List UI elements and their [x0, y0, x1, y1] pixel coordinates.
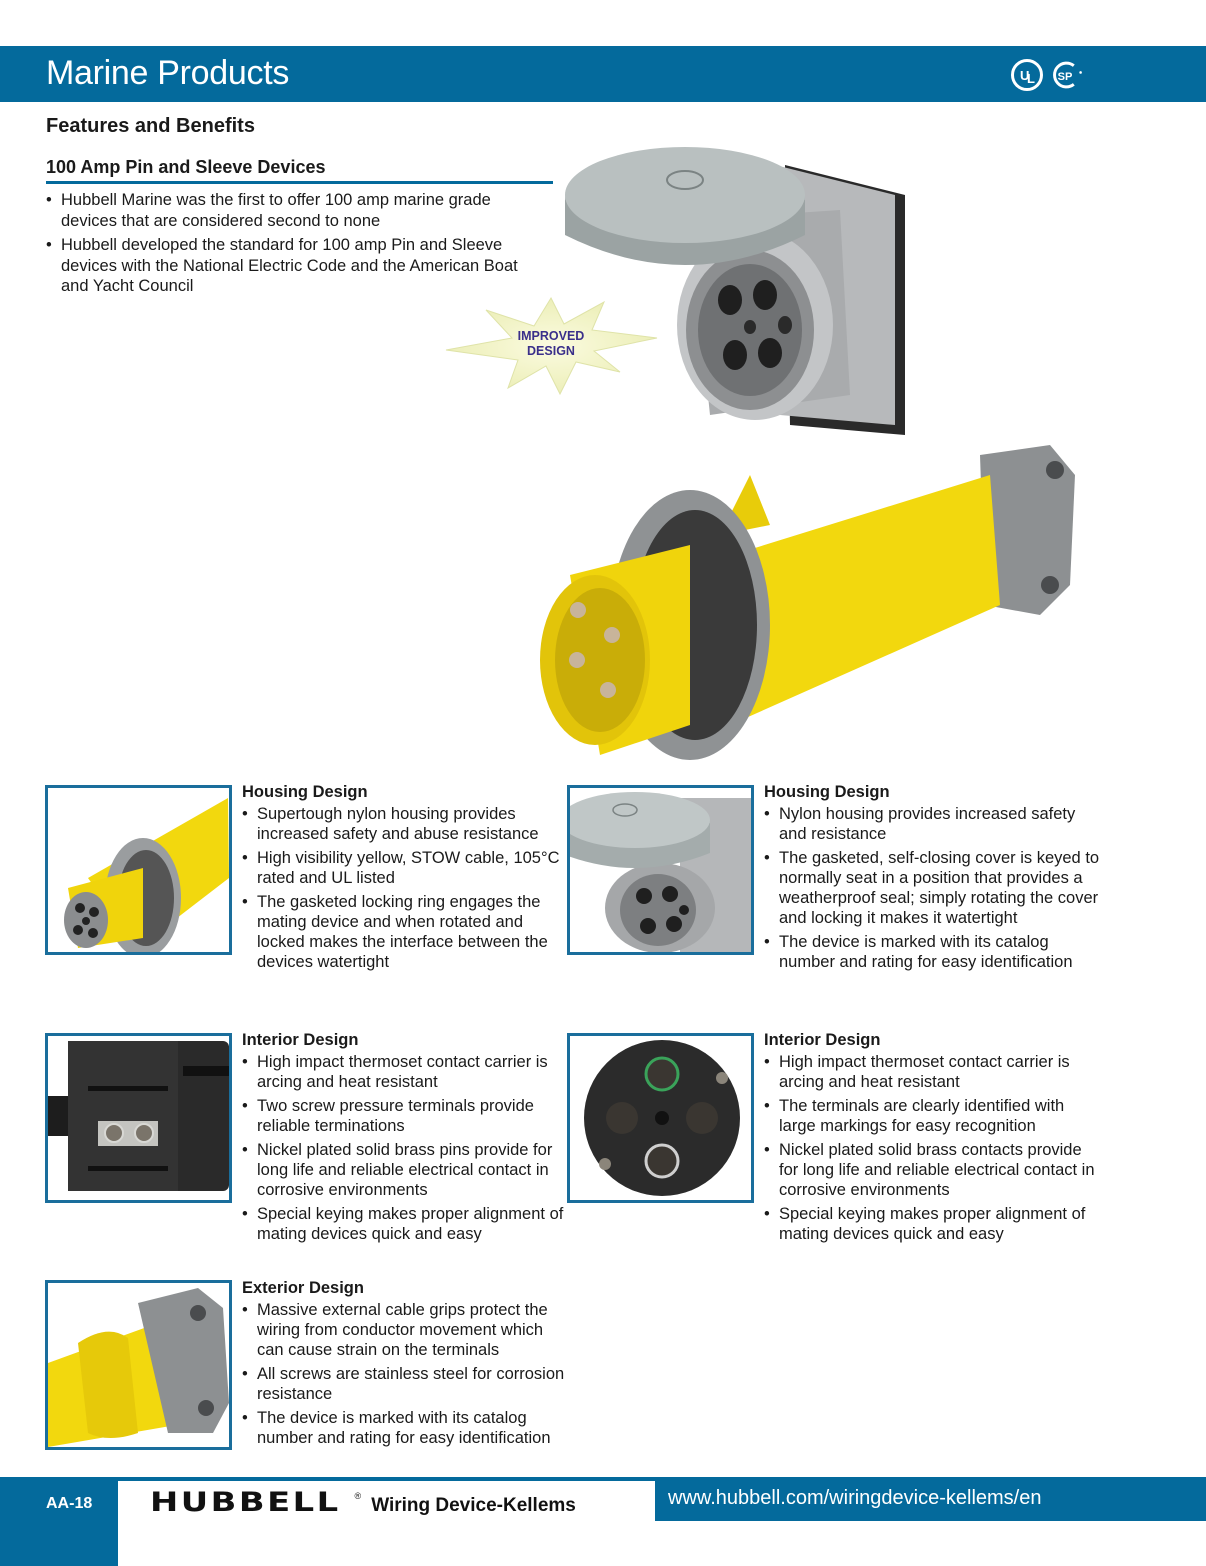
- receptacle-housing-thumbnail: [567, 785, 754, 955]
- receptacle-housing-feature: [764, 782, 1104, 976]
- plug-exterior-feature: [242, 1278, 572, 1452]
- feature-bullet: • All screws are stainless steel for corrosion resistance: [242, 1364, 572, 1404]
- feature-title: Housing Design: [764, 783, 890, 801]
- division-name: Wiring Device-Kellems: [371, 1495, 576, 1516]
- intro-bullet: • Hubbell Marine was the first to offer 100 amp marine grade devices that are considered second to none: [46, 190, 546, 231]
- hubbell-logo: HUBBELL: [150, 1487, 341, 1518]
- feature-bullet: • Massive external cable grips protect the wiring from conductor movement which can cause strain on the terminals: [242, 1300, 572, 1360]
- footer-url-box: [655, 1477, 1206, 1521]
- footer-page-block: [0, 1477, 118, 1566]
- receptacle-interior-image: [570, 1036, 751, 1200]
- feature-bullet: • Special keying makes proper alignment of mating devices quick and easy: [764, 1204, 1104, 1244]
- feature-title: Interior Design: [764, 1031, 881, 1049]
- csa-certified-icon: [1050, 58, 1084, 92]
- plug-exterior-image: [48, 1283, 229, 1447]
- registered-mark: ®: [354, 1491, 362, 1501]
- page-number: AA-18: [46, 1495, 93, 1512]
- feature-bullet: • The terminals are clearly identified with large markings for easy recognition: [764, 1096, 1104, 1136]
- badge-line-1: IMPROVED: [517, 329, 585, 343]
- receptacle-housing-image: [570, 788, 751, 952]
- feature-bullet: • Supertough nylon housing provides increased safety and abuse resistance: [242, 804, 572, 844]
- features-heading: Features and Benefits: [46, 115, 255, 137]
- ul-listed-icon: [1010, 58, 1044, 92]
- page-title: Marine Products: [46, 54, 290, 92]
- receptacle-interior-thumbnail: [567, 1033, 754, 1203]
- receptacle-product-image: [560, 125, 905, 435]
- feature-bullet: • The device is marked with its catalog number and rating for easy identification: [242, 1408, 572, 1448]
- badge-line-2: DESIGN: [527, 344, 575, 358]
- feature-bullet: • High visibility yellow, STOW cable, 105°C rated and UL listed: [242, 848, 572, 888]
- feature-title: Interior Design: [242, 1031, 359, 1049]
- certification-logos: [1010, 58, 1084, 92]
- website-link[interactable]: www.hubbell.com/wiringdevice-kellems/en: [668, 1487, 1042, 1509]
- plug-interior-thumbnail: [45, 1033, 232, 1203]
- section-heading: 100 Amp Pin and Sleeve Devices: [46, 157, 326, 177]
- feature-bullet: • Two screw pressure terminals provide reliable terminations: [242, 1096, 572, 1136]
- feature-bullet: • High impact thermoset contact carrier is arcing and heat resistant: [764, 1052, 1104, 1092]
- feature-title: Housing Design: [242, 783, 368, 801]
- feature-bullet: • The gasketed, self-closing cover is keyed to normally seat in a position that provides a weatherproof seal; simply rotating the cover and locking it makes it watertight: [764, 848, 1104, 928]
- plug-interior-image: [48, 1036, 229, 1200]
- svg-text:U: U: [1020, 68, 1030, 83]
- feature-bullet: • The device is marked with its catalog number and rating for easy identification: [764, 932, 1104, 972]
- intro-bullet: • Hubbell developed the standard for 100 amp Pin and Sleeve devices with the National Electric Code and the American Boat and Yacht Council: [46, 235, 546, 297]
- feature-bullet: • Nickel plated solid brass pins provide for long life and reliable electrical contact in corrosive environments: [242, 1140, 572, 1200]
- plug-housing-image: [48, 788, 229, 952]
- feature-title: Exterior Design: [242, 1279, 364, 1297]
- plug-interior-feature: [242, 1030, 572, 1248]
- plug-housing-feature: [242, 782, 572, 976]
- plug-product-image: [530, 435, 1090, 770]
- receptacle-interior-feature: [764, 1030, 1104, 1248]
- section-divider: [46, 181, 553, 184]
- footer-brand: [150, 1487, 576, 1518]
- svg-text:L: L: [1027, 71, 1035, 86]
- feature-bullet: • Nickel plated solid brass contacts provide for long life and reliable electrical contact in corrosive environments: [764, 1140, 1104, 1200]
- plug-exterior-thumbnail: [45, 1280, 232, 1450]
- plug-housing-thumbnail: [45, 785, 232, 955]
- svg-text:SP: SP: [1057, 71, 1073, 84]
- header-bar: [0, 46, 1206, 102]
- intro-bullets: [46, 190, 546, 301]
- feature-bullet: • Special keying makes proper alignment of mating devices quick and easy: [242, 1204, 572, 1244]
- feature-bullet: • Nylon housing provides increased safety and resistance: [764, 804, 1104, 844]
- feature-bullet: • The gasketed locking ring engages the mating device and when rotated and locked makes the interface between the devices watertight: [242, 892, 572, 972]
- feature-bullet: • High impact thermoset contact carrier is arcing and heat resistant: [242, 1052, 572, 1092]
